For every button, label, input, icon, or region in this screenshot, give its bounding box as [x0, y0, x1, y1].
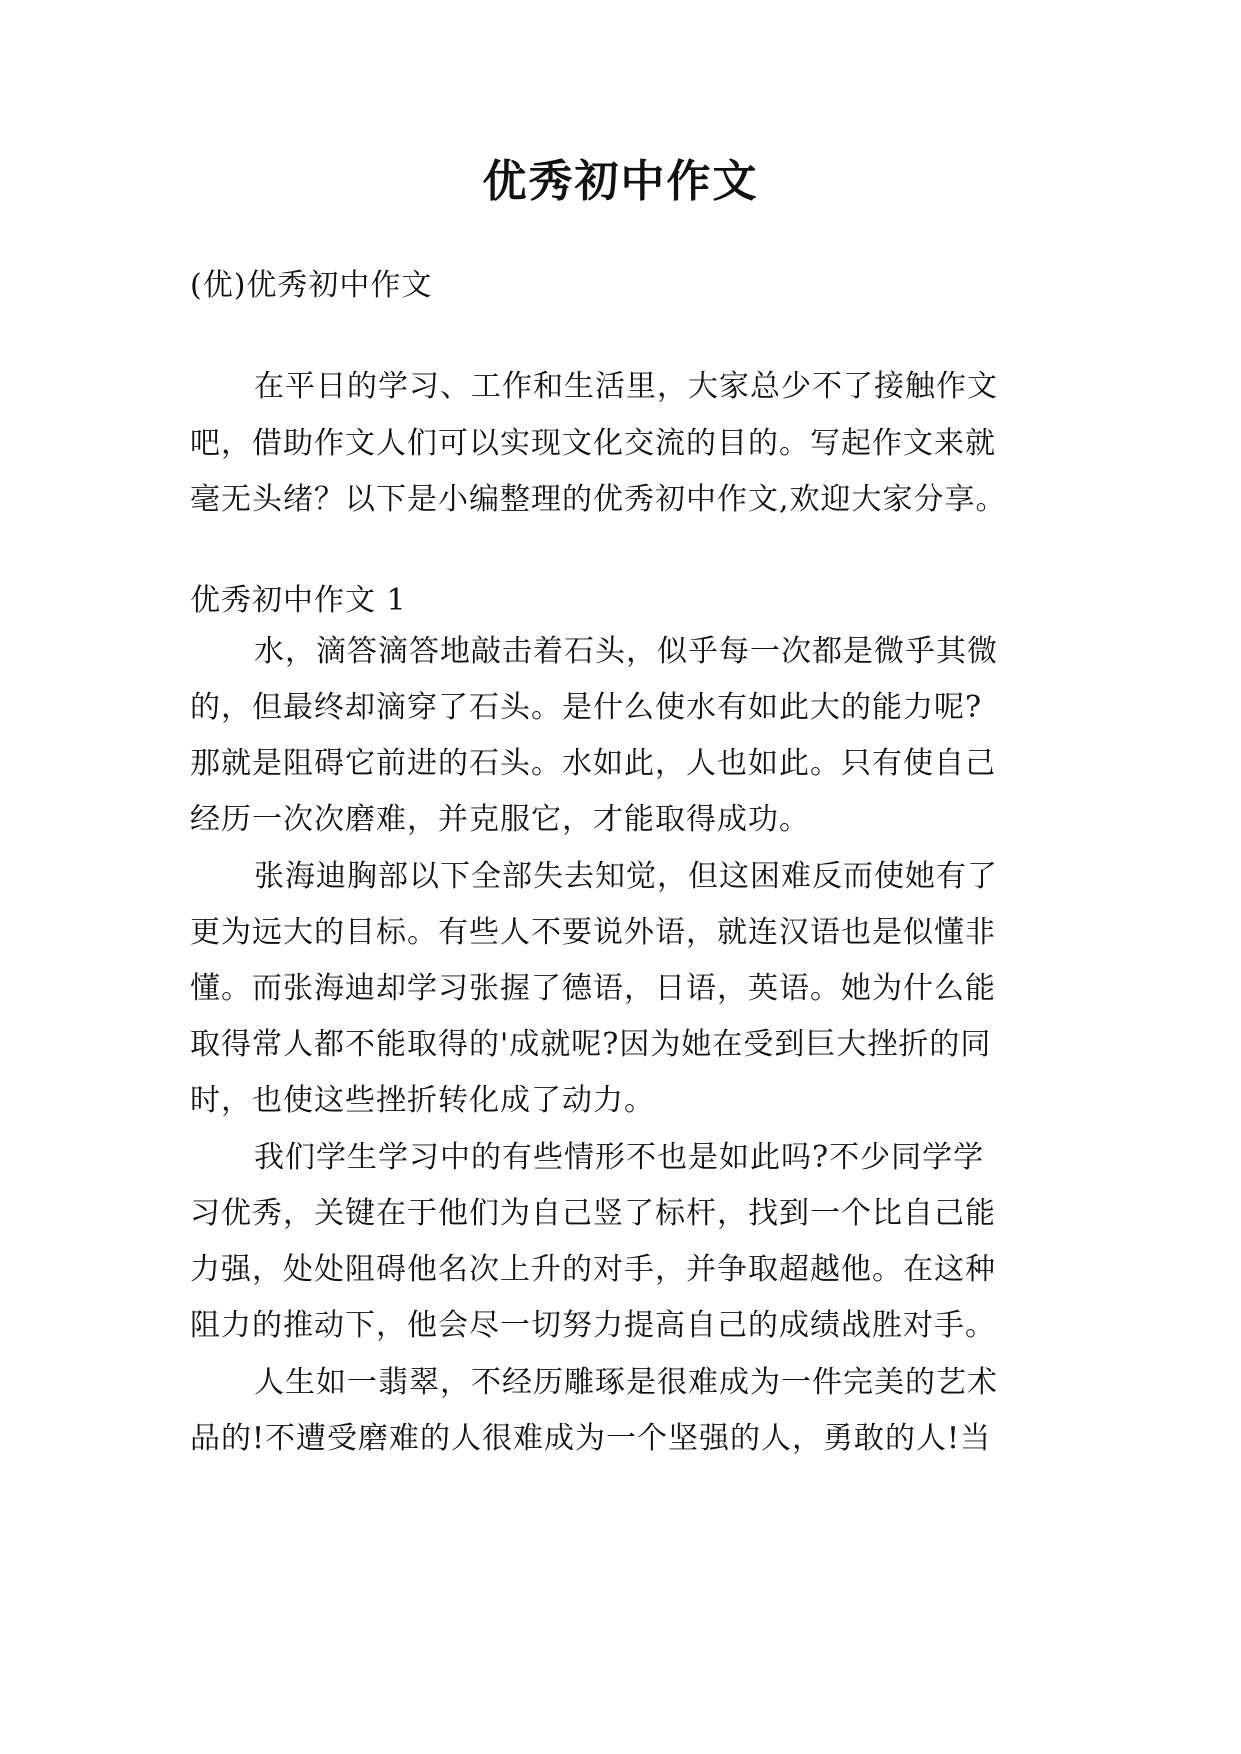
body-line: 经历一次次磨难，并克服它，才能取得成功。	[190, 802, 810, 837]
intro-line-1: 在平日的学习、工作和生活里，大家总少不了接触作文	[254, 369, 998, 404]
body-line: 取得常人都不能取得的'成就呢?因为她在受到巨大挫折的同	[190, 1027, 992, 1062]
intro-line-2: 吧，借助作文人们可以实现文化交流的目的。写起作文来就	[190, 426, 996, 461]
body-line: 的，但最终却滴穿了石头。是什么使水有如此大的能力呢?	[190, 690, 983, 725]
body-line: 人生如一翡翠，不经历雕琢是很难成为一件完美的艺术	[254, 1365, 998, 1400]
intro-line-3: 毫无头绪？以下是小编整理的优秀初中作文,欢迎大家分享。	[190, 482, 1007, 517]
body-line: 张海迪胸部以下全部失去知觉，但这困难反而使她有了	[254, 859, 998, 894]
body-line: 我们学生学习中的有些情形不也是如此吗?不少同学学	[254, 1140, 985, 1175]
body-line: 时，也使这些挫折转化成了动力。	[190, 1083, 655, 1118]
body-line: 更为远大的目标。有些人不要说外语，就连汉语也是似懂非	[190, 915, 996, 950]
body-line: 那就是阻碍它前进的石头。水如此，人也如此。只有使自己	[190, 746, 996, 781]
document-subtitle: (优)优秀初中作文	[190, 268, 433, 303]
body-line: 习优秀，关键在于他们为自己竖了标杆，找到一个比自己能	[190, 1196, 996, 1231]
body-line: 水，滴答滴答地敲击着石头，似乎每一次都是微乎其微	[254, 634, 998, 669]
document-title: 优秀初中作文	[482, 156, 759, 207]
body-line: 懂。而张海迪却学习张握了德语，日语，英语。她为什么能	[190, 971, 996, 1006]
section-heading: 优秀初中作文 1	[190, 583, 407, 618]
body-line: 力强，处处阻碍他名次上升的对手，并争取超越他。在这种	[190, 1252, 996, 1287]
body-line: 品的!不遭受磨难的人很难成为一个坚强的人，勇敢的人!当	[190, 1421, 992, 1456]
body-line: 阻力的推动下，他会尽一切努力提高自己的成绩战胜对手。	[190, 1308, 996, 1343]
